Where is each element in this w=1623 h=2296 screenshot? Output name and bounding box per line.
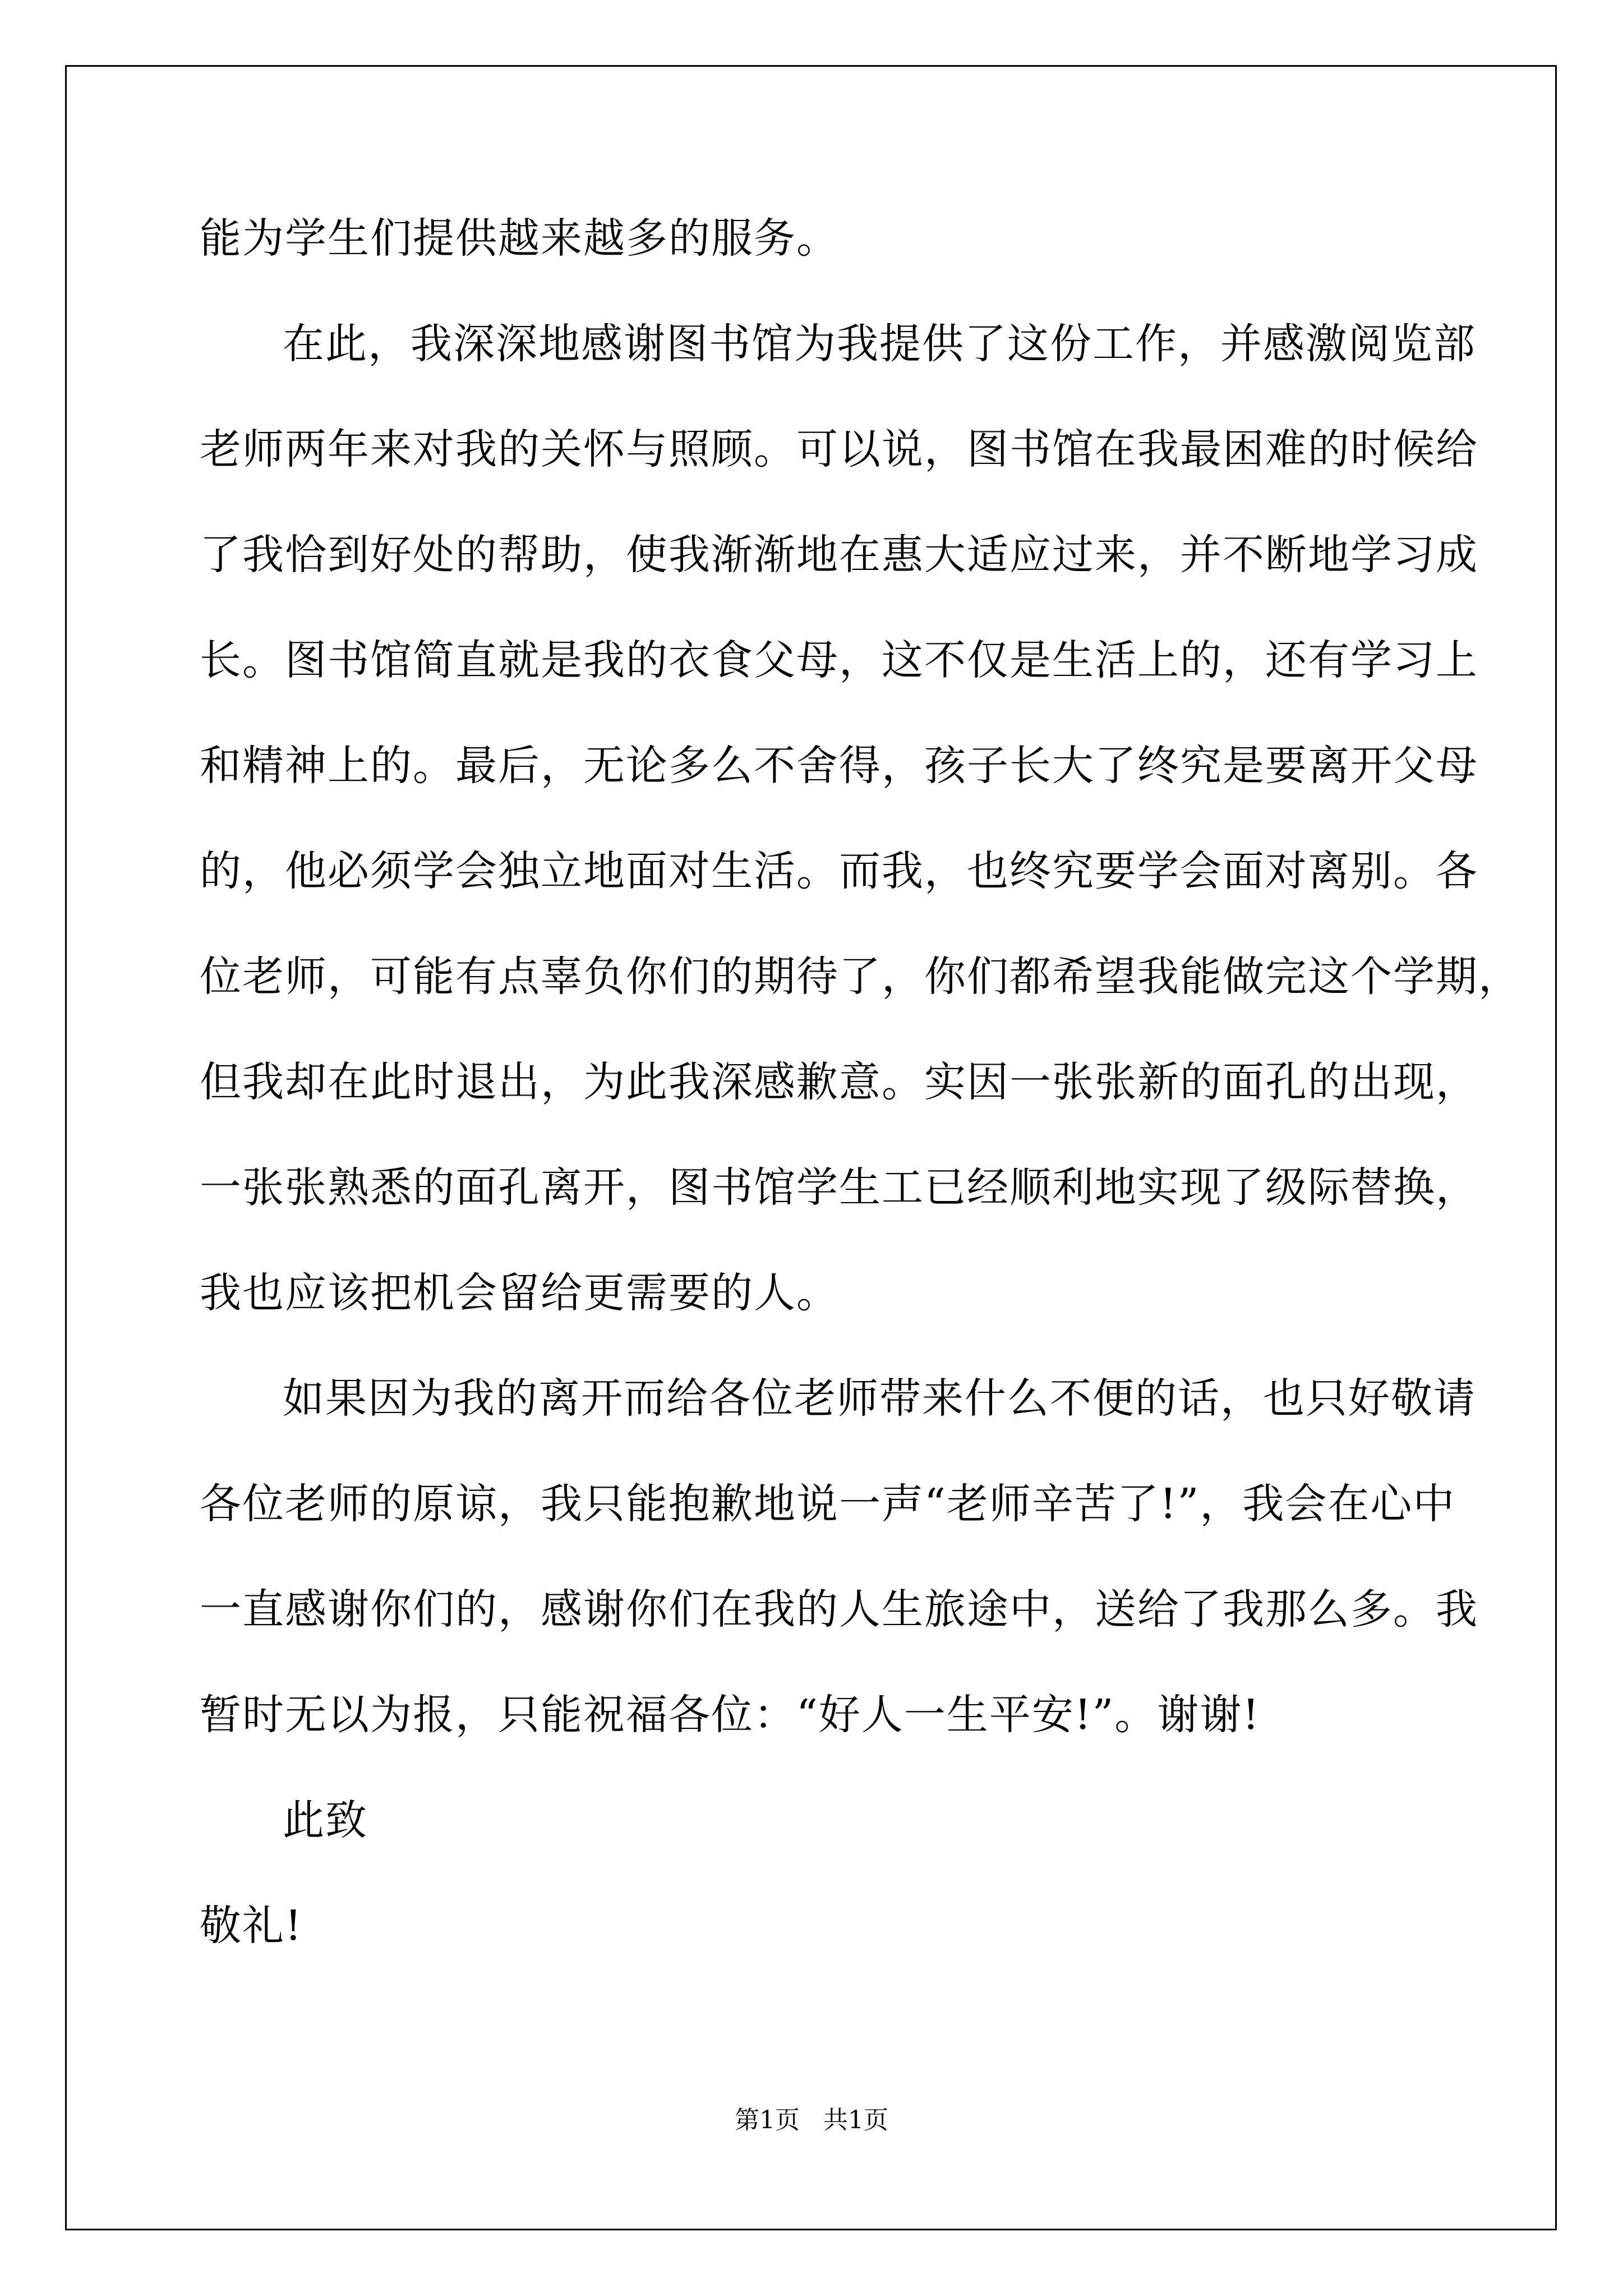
text-line: 一张张熟悉的面孔离开，图书馆学生工已经顺利地实现了级际替换， — [200, 1163, 1478, 1212]
text-line: 的，他必须学会独立地面对生活。而我，也终究要学会面对离别。各 — [200, 847, 1478, 895]
paragraph-start-line: 在此，我深深地感谢图书馆为我提供了这份工作，并感激阅览部 — [283, 320, 1476, 368]
closing-salutation: 此致 — [283, 1796, 368, 1844]
text-line: 和精神上的。最后，无论多么不舍得，孩子长大了终究是要离开父母 — [200, 742, 1478, 790]
text-line: 一直感谢你们的，感谢你们在我的人生旅途中，送给了我那么多。我 — [200, 1585, 1478, 1634]
text-line: 我也应该把机会留给更需要的人。 — [200, 1269, 839, 1317]
text-line: 各位老师的原谅，我只能抱歉地说一声“老师辛苦了!”，我会在心中 — [200, 1480, 1456, 1528]
text-line: 了我恰到好处的帮助，使我渐渐地在惠大适应过来，并不断地学习成 — [200, 531, 1478, 579]
text-line: 长。图书馆简直就是我的衣食父母，这不仅是生活上的，还有学习上 — [200, 636, 1478, 684]
text-line: 位老师，可能有点辜负你们的期待了，你们都希望我能做完这个学期， — [200, 953, 1521, 1001]
text-line: 老师两年来对我的关怀与照顾。可以说，图书馆在我最困难的时候给 — [200, 425, 1478, 473]
page-number-footer: 第1页 共1页 — [735, 2106, 888, 2134]
text-line: 能为学生们提供越来越多的服务。 — [200, 214, 839, 263]
closing-regards: 敬礼! — [200, 1902, 303, 1950]
text-line: 但我却在此时退出，为此我深感歉意。实因一张张新的面孔的出现， — [200, 1058, 1478, 1106]
paragraph-start-line: 如果因为我的离开而给各位老师带来什么不便的话，也只好敬请 — [283, 1374, 1476, 1423]
text-line: 暂时无以为报，只能祝福各位：“好人一生平安!”。谢谢! — [200, 1691, 1261, 1739]
